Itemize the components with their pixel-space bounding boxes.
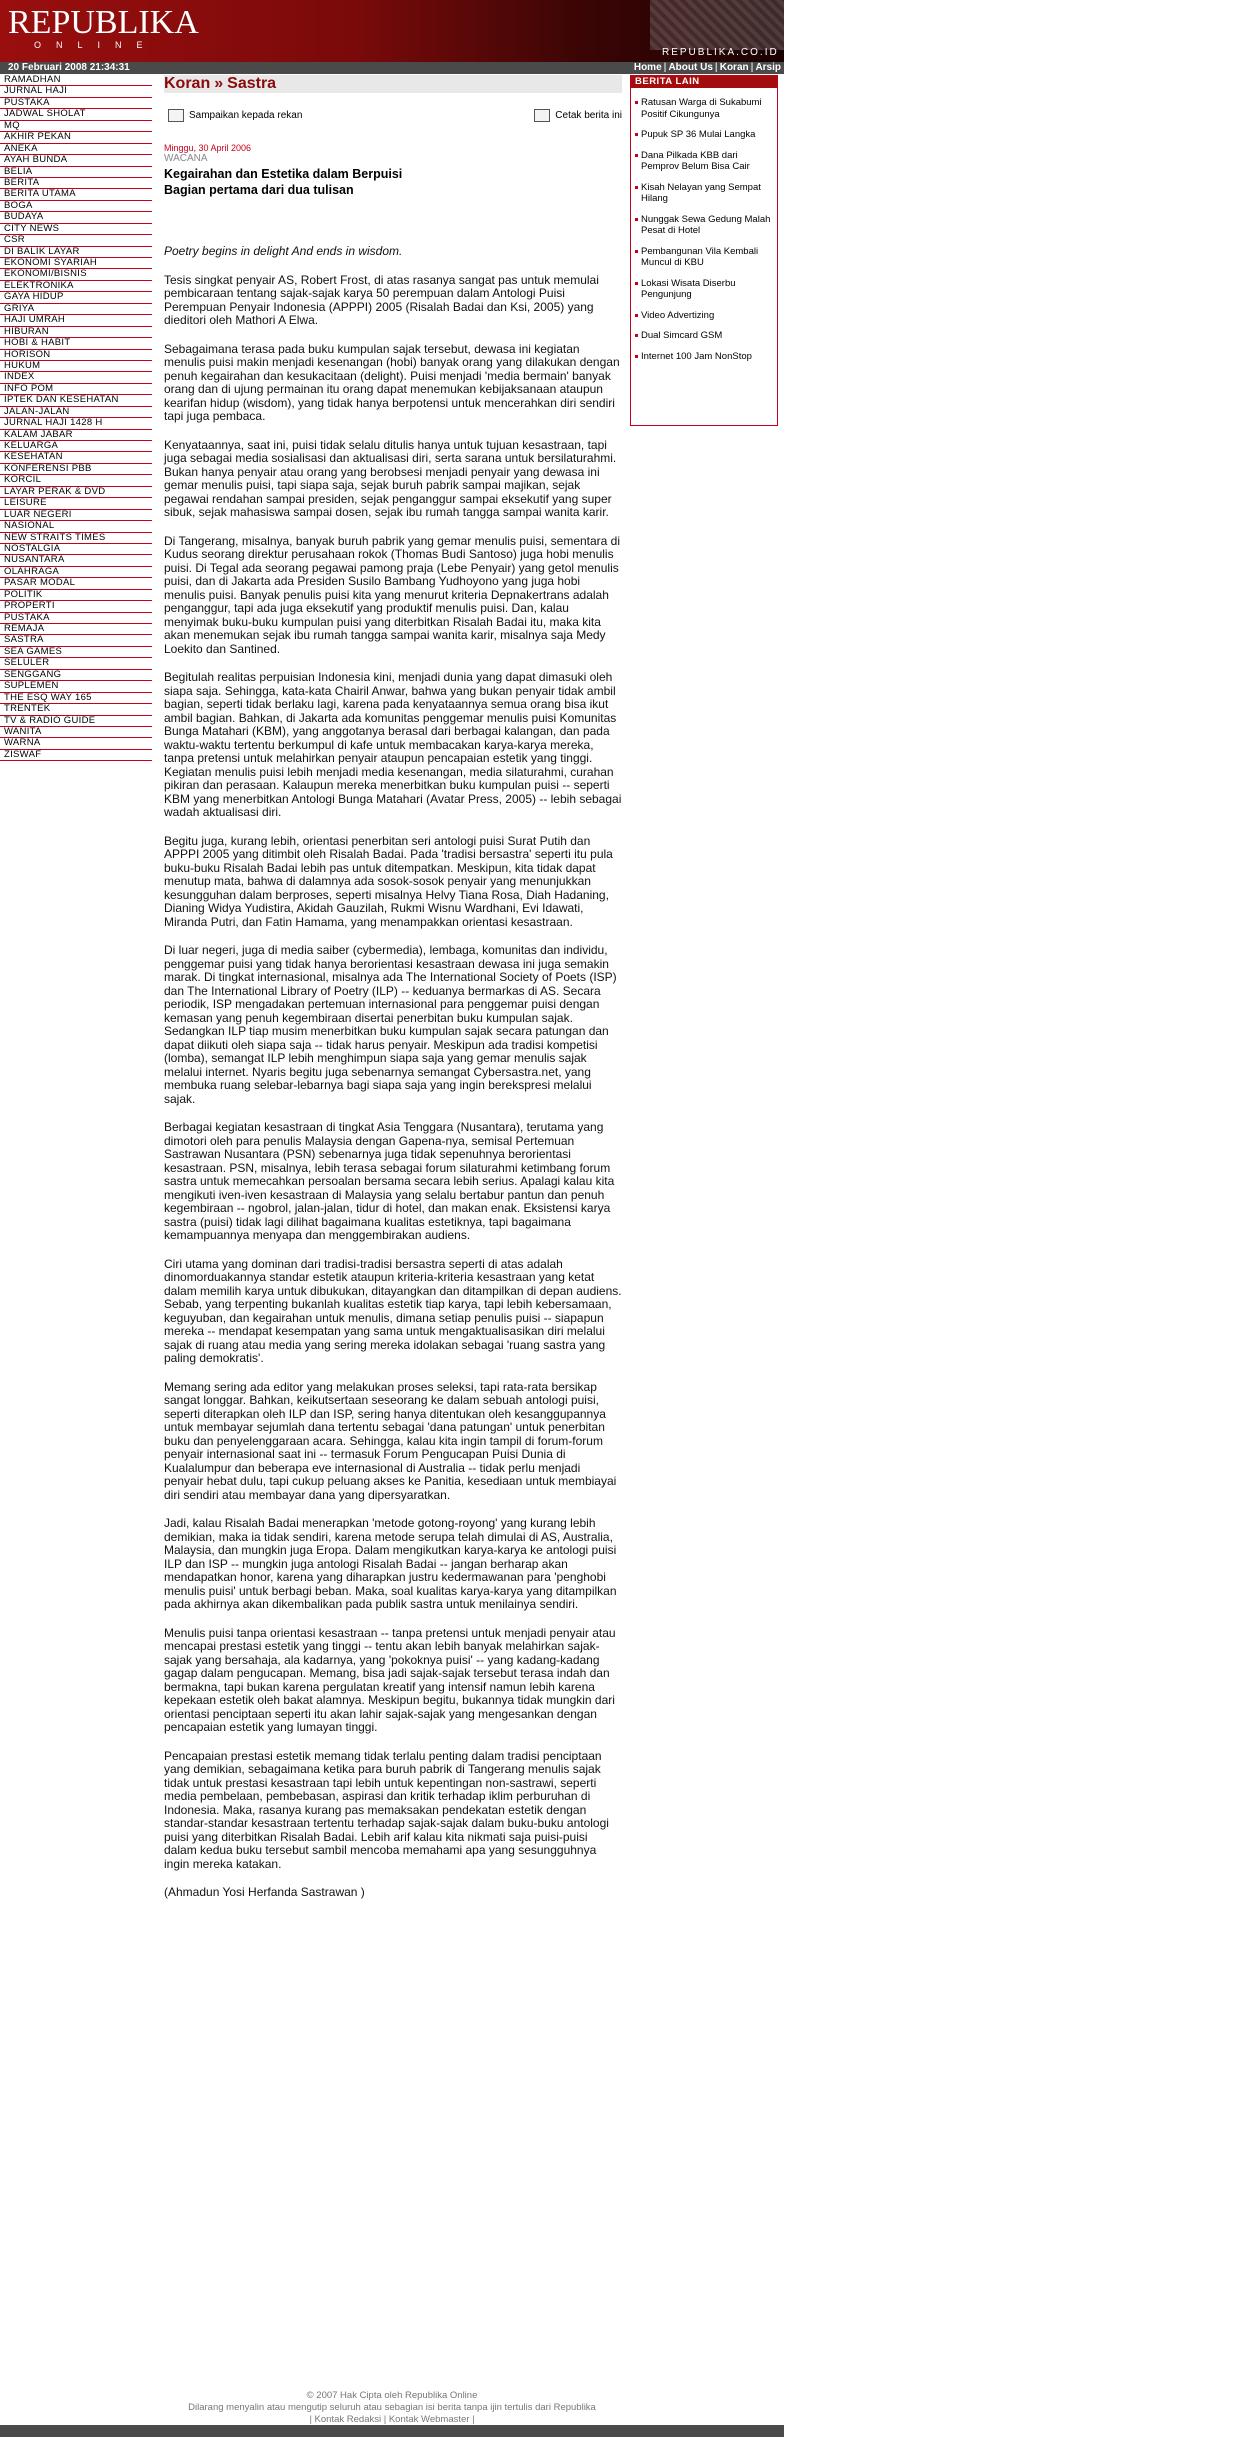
nav-home-link[interactable]: Home <box>633 62 662 73</box>
article-category: WACANA <box>164 153 208 164</box>
related-news-link[interactable]: Dana Pilkada KBB dari Pemprov Belum Bisa Cair <box>631 150 777 173</box>
article-paragraph: Begitulah realitas perpuisian Indonesia kini, menjadi dunia yang dapat dimasuki oleh siapa saja. Sehingga, kata-kata Chairil Anwar, bahwa yang bukan penyair tidak ambil bagian, seperti tidak berlaku lagi, karena pada kenyataannya semua orang bisa ikut ambil bagian. Bahkan, di Jakarta ada komunitas penggemar menulis puisi Komunitas Bunga Matahari (KBM), yang anggotanya berasal dari berbagai kalangan, dan pada waktu-waktu tertentu berkumpul di kafe untuk membacakan karya-karya mereka, tanpa pretensi untuk melahirkan penyair ataupun pencapaian estetik yang tinggi. Kegiatan menulis puisi lebih menjadi media kesenangan, media silaturahmi, curahan pikiran dan perasaan. Kalaupun mereka menerbitkan buku kumpulan puisi -- seperti KBM yang menerbitkan Antologi Bunga Matahari (Avatar Press, 2005) -- lebih sebagai wadah aktualisasi diri. <box>164 670 622 819</box>
sidebar-category-link[interactable]: RAMADHAN <box>0 75 152 86</box>
sidebar-category-link[interactable]: JURNAL HAJI 1428 H <box>0 418 152 429</box>
site-logo-subtitle: ONLINE <box>34 40 158 50</box>
sidebar-category-link[interactable]: POLITIK <box>0 590 152 601</box>
footer-copyright: © 2007 Hak Cipta oleh Republika Online <box>306 2390 478 2401</box>
article-paragraph: Di Tangerang, misalnya, banyak buruh pabrik yang gemar menulis puisi, sementara di Kudus seorang direktur perusahaan rokok (Thomas Budi Santoso) juga hobi menulis puisi. Di Tegal ada seorang pegawai pamong praja (Lebe Penyair) yang getol menulis puisi, dan di Jakarta ada Presiden Susilo Bambang Yudhoyono yang juga hobi menulis puisi. Banyak penulis puisi kita yang menurut kriteria Depnakertrans adalah penganggur, tapi ada juga eksekutif yang produktif menulis puisi. Dan, kalau menyimak buku-buku kumpulan puisi yang diterbitkan Risalah Badai itu, maka kita akan menemukan sejak ibu rumah tangga sampai wanita karir, misalnya saja Medy Loekito dan Santined. <box>164 533 621 656</box>
sidebar-category-link[interactable]: THE ESQ WAY 165 <box>0 693 152 704</box>
send-to-friend-label: Sampaikan kepada rekan <box>189 110 303 122</box>
article-paragraph: Begitu juga, kurang lebih, orientasi penerbitan seri antologi puisi Surat Putih dan APPPI 2005 yang ditimbit oleh Risalah Badai. Pada 'tradisi bersastra' seperti itu pula buku-buku Risalah Badai lebih pas untuk ditempatkan. Meskipun, kita tidak dapat menutup mata, bahwa di dalamnya ada sosok-sosok penyair yang menunjukkan kesungguhan dalam berproses, seperti misalnya Helvy Tiana Rosa, Diah Hadaning, Dianing Widya Yudistira, Akidah Gauzilah, Rukmi Wisnu Wardhani, Evi Idawati, Miranda Putri, dan Fatin Hamama, yang menampakkan orientasi kesastraan. <box>164 833 613 929</box>
related-news-link[interactable]: Ratusan Warga di Sukabumi Positif Cikungunya <box>631 97 777 120</box>
article-main <box>164 75 622 1915</box>
sidebar-category-link[interactable]: GRIYA <box>0 304 152 315</box>
related-news-link[interactable]: Nunggak Sewa Gedung Malah Pesat di Hotel <box>631 214 777 237</box>
sidebar-category-link[interactable]: NEW STRAITS TIMES <box>0 533 152 544</box>
sidebar-category-link[interactable]: CSR <box>0 235 152 246</box>
sidebar-category-link[interactable]: AYAH BUNDA <box>0 155 152 166</box>
article-subtitle-line: Bagian pertama dari dua tulisan <box>164 183 354 197</box>
article-paragraph: (Ahmadun Yosi Herfanda Sastrawan ) <box>164 1885 365 1899</box>
sidebar-category-link[interactable]: EKONOMI/BISNIS <box>0 269 152 280</box>
footer-links[interactable]: | Kontak Redaksi | Kontak Webmaster | <box>309 2414 475 2425</box>
sidebar-category-link[interactable]: HAJI UMRAH <box>0 315 152 326</box>
sidebar-category-link[interactable]: DI BALIK LAYAR <box>0 247 152 258</box>
sidebar-category-link[interactable]: JURNAL HAJI <box>0 86 152 97</box>
sidebar-category-link[interactable]: JALAN-JALAN <box>0 407 152 418</box>
sidebar-category-link[interactable]: EKONOMI SYARIAH <box>0 258 152 269</box>
article-paragraph: Jadi, kalau Risalah Badai menerapkan 'metode gotong-royong' yang kurang lebih demikian, maka ia tidak sendiri, karena metode serupa telah dimulai di AS, Australia, Malaysia, dan mungkin juga Eropa. Dalam mengikutkan karya-karya ke antologi puisi ILP dan ISP -- mungkin juga antologi Risalah Badai -- jangan berharap akan mendapatkan honor, karena yang diharapkan justru kedermawanan para 'penghobi menulis puisi' untuk berbagi beban. Maka, soal kualitas karya-karya yang ditampilkan pada akhirnya akan dikembalikan pada publik sastra untuk menilainya sendiri. <box>164 1516 617 1611</box>
sidebar-category-link[interactable]: BOGA <box>0 201 152 212</box>
sidebar-category-link[interactable]: PASAR MODAL <box>0 578 152 589</box>
sidebar-category-link[interactable]: NASIONAL <box>0 521 152 532</box>
sidebar-category-link[interactable]: HOBI & HABIT <box>0 338 152 349</box>
sidebar-category-link[interactable]: INFO POM <box>0 384 152 395</box>
footer <box>0 2390 784 2426</box>
article-paragraph: Sebagaimana terasa pada buku kumpulan sajak tersebut, dewasa ini kegiatan menulis puisi makin menjadi kesenangan (hobi) banyak orang yang dilakukan dengan penuh kegairahan dan kesukacitaan (delight). Puisi menjadi 'media bermain' banyak orang dan di ujung permainan itu orang dapat menemukan kebijaksanaan ataupun kearifan hidup (wisdom), yang tidak hanya berpotensi untuk mencerahkan diri sendiri tapi juga pembaca. <box>164 341 620 423</box>
sidebar-category-link[interactable]: SELULER <box>0 658 152 669</box>
breadcrumb-separator: » <box>214 75 224 92</box>
article-paragraph: Ciri utama yang dominan dari tradisi-tradisi bersastra seperti di atas adalah dinomorduakannya standar estetik ataupun kriteria-kriteria kesastraan yang ketat dalam memilih karya untuk dibukukan, ditayangkan dan ditampilkan di depan audiens. Sebab, yang terpenting bukanlah kualitas estetik tiap karya, tapi lebih kebersamaan, keguyuban, dan kegairahan untuk menulis, dimana setiap penulis puisi -- siapapun mereka -- mendapat kesempatan yang sama untuk mengaktualisasikan diri melalui sajak di ruang atau media yang sering mereka idolakan sebagai 'ruang sastra yang paling demokratis'. <box>164 1256 622 1365</box>
sidebar-category-link[interactable]: TV & RADIO GUIDE <box>0 716 152 727</box>
related-news-link[interactable]: Internet 100 Jam NonStop <box>631 351 777 363</box>
sidebar-category-link[interactable]: KORCIL <box>0 475 152 486</box>
article-paragraph: Kenyataannya, saat ini, puisi tidak selalu ditulis hanya untuk tujuan kesastraan, tapi juga sebagai media sosialisasi dan aktualisasi diri, serta sarana untuk bersilaturahmi. Bukan hanya penyair atau orang yang berobsesi menjadi penyair yang dewasa ini gemar menulis puisi, tapi siapa saja, sejak buruh pabrik sampai majikan, sejak pegawai rendahan sampai presiden, sejak penganggur sampai eksekutif yang super sibuk, sejak mahasiswa sampai dosen, sejak ibu rumah tangga sampai wanita karir. <box>164 437 617 519</box>
article-tools <box>164 107 622 127</box>
sidebar-category-link[interactable]: INDEX <box>0 372 152 383</box>
sidebar-category-link[interactable]: REMAJA <box>0 624 152 635</box>
sidebar-category-link[interactable]: BELIA <box>0 167 152 178</box>
related-news-list <box>631 97 777 362</box>
sidebar-category-link[interactable]: KONFERENSI PBB <box>0 464 152 475</box>
sidebar-category-link[interactable]: JADWAL SHOLAT <box>0 109 152 120</box>
sidebar-category-link[interactable]: LAYAR PERAK & DVD <box>0 487 152 498</box>
related-news-link[interactable]: Video Advertizing <box>631 310 777 322</box>
article-paragraph: Memang sering ada editor yang melakukan proses seleksi, tapi rata-rata bersikap sangat longgar. Bahkan, keikutsertaan seseorang ke dalam sebuah antologi puisi, seperti diterapkan oleh ILP dan ISP, sering hanya ditentukan oleh kesanggupannya untuk membayar sejumlah dana tertentu sebagai 'dana patungan' untuk penerbitan buku dan penyelenggaraan acara. Sehingga, kalau kita ingin tampil di forum-forum penyair internasional saat ini -- termasuk Forum Pengucapan Puisi Dunia di Kualalumpur dan beberapa eve internasional di Australia -- tidak perlu menjadi penyair hebat dulu, tapi cukup peluang akses ke Panitia, kesediaan untuk membiayai diri sendiri atau membayar dana yang dipersyaratkan. <box>164 1379 617 1502</box>
related-news-link[interactable]: Lokasi Wisata Diserbu Pengunjung <box>631 278 777 301</box>
sidebar-category-link[interactable]: KALAM JABAR <box>0 430 152 441</box>
print-article-label: Cetak berita ini <box>555 110 622 122</box>
sidebar-category-link[interactable]: SASTRA <box>0 635 152 646</box>
article-lead-quote: Poetry begins in delight And ends in wisdom. <box>164 244 403 258</box>
site-header <box>0 0 784 62</box>
related-news-box <box>630 75 778 426</box>
footer-notice: Dilarang menyalin atau mengutip seluruh atau sebagian isi berita tanpa ijin tertulis dari Republika <box>188 2402 596 2413</box>
article-paragraph: Di luar negeri, juga di media saiber (cybermedia), lembaga, komunitas dan individu, penggemar puisi yang tidak hanya berorientasi kesastraan dewasa ini juga semakin marak. Di tingkat internasional, misalnya ada The International Society of Poets (ISP) dan The International Library of Poetry (ILP) -- keduanya bermarkas di AS. Secara periodik, ISP mengadakan pertemuan internasional para penggemar puisi dengan kemasan yang penuh kegembiraan disertai penerbitan buku kumpulan sajak. Sedangkan ILP tiap musim menerbitkan buku kumpulan sajak secara patungan dan dapat diikuti oleh siapa saja -- tidak harus penyair. Meskipun ada tradisi kompetisi (lomba), semangat ILP lebih menghimpun siapa saja yang gemar menulis sajak melalui internet. Nyaris begitu juga sebenarnya semangat Cybersastra.net, yang membuka ruang selebar-lebarnya bagi siapa saja yang ingin berekspresi melalui sajak. <box>164 943 617 1106</box>
article-paragraph: Berbagai kegiatan kesastraan di tingkat Asia Tenggara (Nusantara), terutama yang dimotori oleh para penulis Malaysia dengan Gapena-nya, semisal Pertemuan Sastrawan Nusantara (PSN) sebenarnya juga tidak sepenuhnya berorientasi kesastraan. PSN, misalnya, lebih terasa sebagai forum silaturahmi ketimbang forum sastra untuk memecahkan persoalan bersama secara lebih serius. Apalagi kalau kita mengikuti iven-iven kesastraan di Malaysia yang selalu bertabur pantun dan penuh kegembiraan -- ngobrol, jalan-jalan, tidur di hotel, dan makan enak. Eksistensi karya sastra (puisi) tidak lagi dilihat bagaimana kualitas estetiknya, tapi bagaimana kemampuannya menyapa dan menggembirakan audiens. <box>164 1120 615 1242</box>
sidebar-category-link[interactable]: WARNA <box>0 738 152 749</box>
related-news-link[interactable]: Pupuk SP 36 Mulai Langka <box>631 129 777 141</box>
section-breadcrumb <box>164 75 622 93</box>
sidebar-category-link[interactable]: HORISON <box>0 350 152 361</box>
sidebar-category-link[interactable]: IPTEK DAN KESEHATAN <box>0 395 152 406</box>
sidebar-category-link[interactable]: SENGGANG <box>0 670 152 681</box>
footer-bar <box>0 2425 784 2437</box>
site-logo[interactable]: REPUBLIKA <box>8 4 199 41</box>
sidebar-category-link[interactable]: LUAR NEGERI <box>0 510 152 521</box>
article-title-line: Kegairahan dan Estetika dalam Berpuisi <box>164 167 403 181</box>
related-news-link[interactable]: Kisah Nelayan yang Sempat Hilang <box>631 182 777 205</box>
print-article-link[interactable] <box>534 109 622 122</box>
sidebar-category-link[interactable]: MQ <box>0 121 152 132</box>
sidebar-category-link[interactable]: SEA GAMES <box>0 647 152 658</box>
breadcrumb-koran-link[interactable]: Koran <box>164 75 211 92</box>
nav-about-link[interactable]: About Us <box>668 62 713 73</box>
envelope-icon <box>168 109 184 122</box>
article-paragraph: Tesis singkat penyair AS, Robert Frost, di atas rasanya sangat pas untuk memulai pembicaraan tentang sajak-sajak karya 50 perempuan dalam Antologi Puisi Perempuan Penyair Indonesia (APPPI) 2005 (Risalah Badai dan Ksi, 2005) yang dieditori oleh Mathori A Elwa. <box>164 272 599 327</box>
sidebar-category-link[interactable]: PROPERTI <box>0 601 152 612</box>
article-title <box>164 166 622 198</box>
article-body <box>164 245 622 1900</box>
sidebar-category-link[interactable]: WANITA <box>0 727 152 738</box>
sidebar-category-link[interactable]: GAYA HIDUP <box>0 292 152 303</box>
article-paragraph: Pencapaian prestasi estetik memang tidak terlalu penting dalam tradisi penciptaan yang demikian, sebagaimana ketika para buruh pabrik di Tangerang menulis sajak tidak untuk prestasi kesastraan tapi lebih untuk kepentingan non-sastrawi, seperti media pembelaan, pembebasan, aspirasi dan kritik terhadap iklim perburuhan di Indonesia. Maka, rasanya kurang pas memaksakan pendekatan estetik dengan standar-standar kesastraan tertentu terhadap sajak-sajak dalam buku-buku antologi puisi yang diterbitkan Risalah Badai. Lebih arif kalau kita nikmati saja puisi-puisi dalam kedua buku tersebut sambil mencoba memahami apa yang sesungguhnya ingin mereka katakan. <box>164 1748 609 1871</box>
related-news-heading: BERITA LAIN <box>631 76 777 88</box>
article-paragraph: Menulis puisi tanpa orientasi kesastraan -- tanpa pretensi untuk menjadi penyair atau mencapai prestasi estetik yang tinggi -- tentu akan lebih banyak melahirkan sajak-sajak yang bersahaja, ala kadarnya, yang 'pokoknya puisi' -- yang kadang-kadang gagap dalam pengucapan. Memang, bisa jadi sajak-sajak tersebut terasa indah dan bermakna, tapi bukan karena pergulatan kreatif yang intensif namun lebih karena kepekaan estetik oleh bakat alamnya. Meskipun begitu, bukannya tidak mungkin dari orientasi penciptaan seperti itu akan lahir sajak-sajak yang mengesankan dengan pencapaian estetik yang lumayan tinggi. <box>164 1625 616 1734</box>
sidebar-category-link[interactable]: LEISURE <box>0 498 152 509</box>
sidebar-category-link[interactable]: HIBURAN <box>0 327 152 338</box>
printer-icon <box>534 109 550 122</box>
top-nav: Home | About Us | Koran | Arsip <box>633 62 781 73</box>
current-date: 20 Februari 2008 21:34:31 <box>8 62 130 73</box>
send-to-friend-link[interactable] <box>168 109 302 122</box>
sidebar-category-link[interactable]: KELUARGA <box>0 441 152 452</box>
nav-koran-link[interactable]: Koran <box>719 62 749 73</box>
related-news-link[interactable]: Pembangunan Vila Kembali Muncul di KBU <box>631 246 777 269</box>
sidebar-category-link[interactable]: BUDAYA <box>0 212 152 223</box>
sidebar-category-link[interactable]: SUPLEMEN <box>0 681 152 692</box>
header-photo <box>650 0 784 50</box>
breadcrumb-sastra-link[interactable]: Sastra <box>227 75 277 92</box>
sidebar-category-link[interactable]: CITY NEWS <box>0 224 152 235</box>
sidebar-category-link[interactable]: PUSTAKA <box>0 98 152 109</box>
sidebar-category-link[interactable]: ZISWAF <box>0 750 152 761</box>
sidebar-category-link[interactable]: KESEHATAN <box>0 452 152 463</box>
sidebar-category-link[interactable]: ANEKA <box>0 144 152 155</box>
sidebar-category-link[interactable]: HUKUM <box>0 361 152 372</box>
sidebar-category-link[interactable]: NOSTALGIA <box>0 544 152 555</box>
sidebar-category-link[interactable]: BERITA <box>0 178 152 189</box>
sidebar-category-link[interactable]: AKHIR PEKAN <box>0 132 152 143</box>
sidebar-category-link[interactable]: OLAHRAGA <box>0 567 152 578</box>
sidebar-category-link[interactable]: PUSTAKA <box>0 613 152 624</box>
site-url: REPUBLIKA.CO.ID <box>662 47 779 58</box>
nav-arsip-link[interactable]: Arsip <box>755 62 781 73</box>
category-sidebar <box>0 75 152 761</box>
sidebar-category-link[interactable]: BERITA UTAMA <box>0 189 152 200</box>
related-news-link[interactable]: Dual Simcard GSM <box>631 330 777 342</box>
sidebar-category-link[interactable]: NUSANTARA <box>0 555 152 566</box>
sidebar-category-link[interactable]: TRENTEK <box>0 704 152 715</box>
article-date: Minggu, 30 April 2006 <box>164 143 252 153</box>
top-bar <box>0 62 784 74</box>
sidebar-category-link[interactable]: ELEKTRONIKA <box>0 281 152 292</box>
